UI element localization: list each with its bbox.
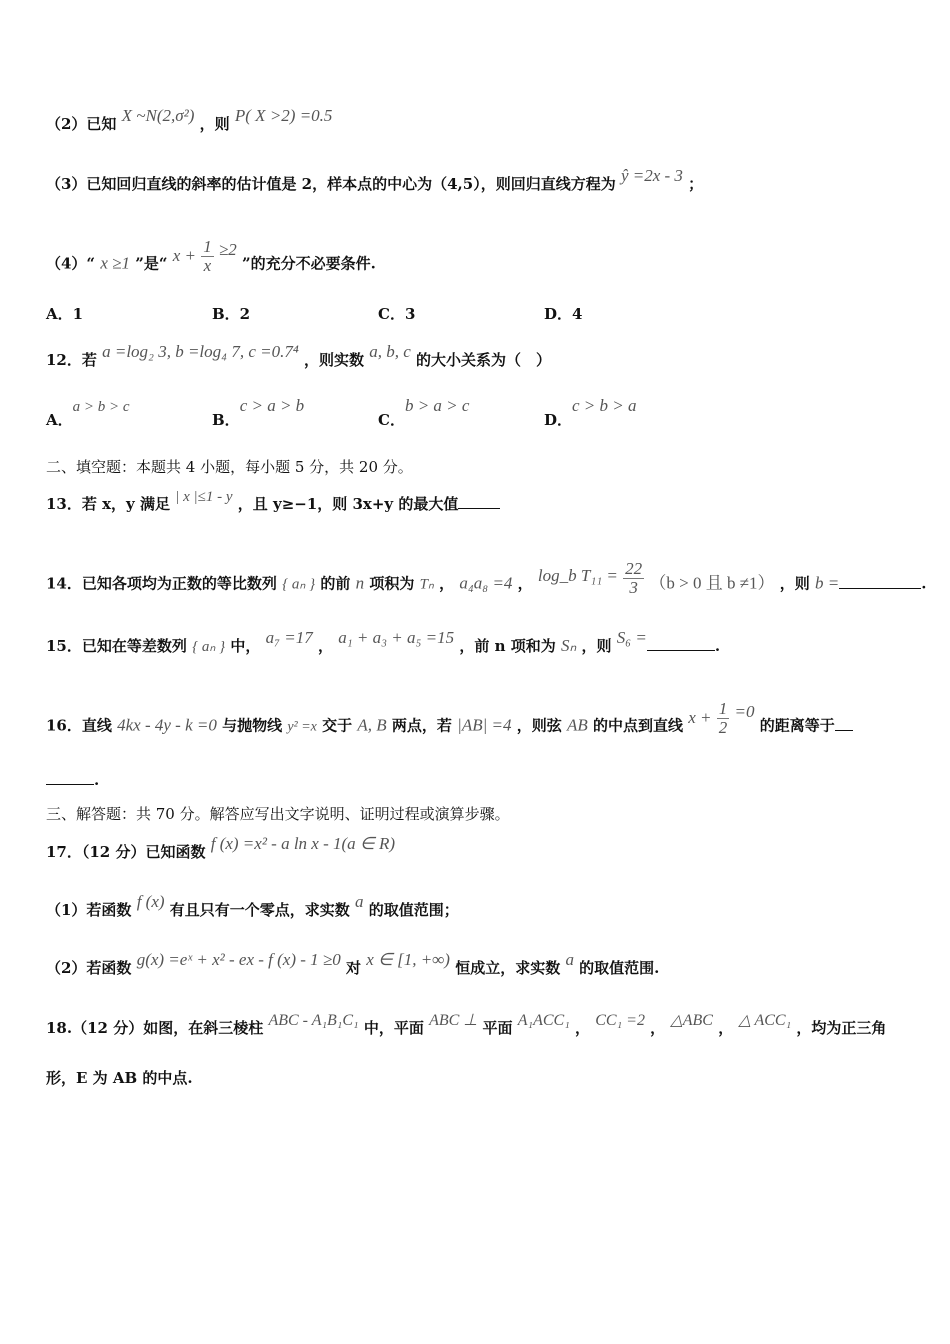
q18-a: 中，平面 [363,1019,424,1037]
section-2-heading: 二、填空题：本题共 4 小题，每小题 5 分，共 20 分。 [46,458,413,476]
q12-option-d [544,396,637,430]
q18-pre: 18.（12 分）如图，在斜三棱柱 [46,1019,264,1037]
q15-a: 中， [230,637,261,655]
q12-post: 的大小关系为（ ） [416,351,552,369]
q12-option-a-letter: A． [46,411,73,429]
q17-p1-math: f (x) [136,892,165,911]
q11-s4-math-1: x ≥1 [100,253,130,273]
q14-math-6: b = [815,573,840,593]
q16-fraction-num: 1 [718,699,728,718]
q14-fraction [623,560,644,597]
q14-math-5: log_b T₁₁ = [537,565,618,585]
q11-s4-math-2-post: ≥2 [218,239,237,259]
q12-math-2: a, b, c [369,342,411,361]
q11-option-a: A．1 [46,305,84,323]
q18-math-4: CC₁ =2 [595,1012,645,1029]
section-3-heading: 三、解答题：共 70 分。解答应写出文字说明、证明过程或演算步骤。 [46,805,510,823]
q17-p1-math-2: a [355,892,364,911]
q12-option-d-letter: D． [544,411,573,429]
q16-f: 的距离等于 [759,716,835,735]
q14-math-4: a₄a₈ =4 [459,573,513,593]
q14-e: （b > 0 且 b ≠1） [649,573,775,593]
q14-f: ，则 [779,574,810,593]
q15-c: ，前 n 项和为 [459,637,556,655]
q14-a: 的前 [320,574,351,593]
q14-pre: 14．已知各项均为正数的等比数列 [46,574,277,593]
q14-answer-blank[interactable] [839,576,921,589]
q16-math-2: y² =x [287,719,317,735]
q11-s2-math-1: X ~N(2,σ²) [121,106,195,125]
q18-math-3: A₁ACC₁ [517,1012,570,1029]
q17-math: f (x) =x² - a ln x - 1(a ∈ R) [210,834,396,853]
q16-fraction [717,700,730,737]
q18-question-line-2: 形，E 为 AB 的中点. [46,1069,193,1087]
q15-question [46,628,721,657]
q16-math-1: 4kx - 4y - k =0 [117,715,217,735]
q18-b: 平面 [482,1019,513,1037]
q18-e: ， [718,1019,734,1037]
q12-question [46,342,552,370]
q11-option-c: C．3 [378,305,416,323]
q11-s4-fraction [201,238,214,275]
q17-p2-mid: 对 [345,959,361,977]
q11-s3-text: （3）已知回归直线的斜率的估计值是 2，样本点的中心为（4,5），则回归直线方程为 [46,175,616,193]
q11-s4-fraction-den: x [203,256,212,275]
q14-math-3: Tₙ [419,576,434,593]
q13-math: | x |≤1 - y [175,489,233,505]
q16-b: 交于 [322,716,353,735]
q17-p2-math-2: x ∈ [1, +∞) [366,950,450,969]
q14-fraction-num: 22 [625,559,643,578]
q15-math-4: Sₙ [560,636,577,655]
q17-part-1 [46,892,459,920]
q15-math-2: a₇ =17 [265,628,313,647]
q17-question [46,834,396,862]
q12-option-c-letter: C． [378,411,405,429]
q17-p2-post: 恒成立，求实数 [455,959,561,977]
q14-c: ， [439,574,455,593]
q17-p2-post-2: 的取值范围. [579,959,660,977]
q17-p1-post: 的取值范围； [368,901,459,919]
q15-pre: 15．已知在等差数列 [46,637,187,655]
q17-p2-math: g(x) =eˣ + x² - ex - f (x) - 1 ≥0 [136,950,341,969]
q17-p1-pre: （1）若函数 [46,901,132,919]
q18-math-5: △ABC [670,1012,713,1029]
q11-s2-label: （2）已知 [46,115,117,133]
q13-answer-blank[interactable] [458,496,500,509]
q16-math-6-pre: x + [688,707,712,727]
q11-s3-end: ； [688,175,704,193]
q17-p1-mid: 有且只有一个零点，求实数 [169,901,350,919]
q16-answer-blank-2[interactable] [46,772,94,785]
q15-math-1: { aₙ } [192,639,226,655]
q18-question [46,1012,887,1039]
q12-option-a-math: a > b > c [72,399,130,415]
q16-a: 与抛物线 [222,716,283,735]
q16-math-3: A, B [357,715,387,735]
q14-math-1: { aₙ } [282,576,316,593]
q16-math-5: AB [566,715,588,735]
q15-answer-blank[interactable] [647,638,715,651]
q13-question [46,489,500,515]
q12-option-c [378,396,470,430]
q11-statement-4 [46,237,376,283]
q13-post: ，且 y≥−1，则 3x+y 的最大值 [237,495,459,513]
q12-option-c-math: b > a > c [404,396,470,415]
q14-fraction-den: 3 [629,578,638,597]
q17-pre: 17．（12 分）已知函数 [46,843,206,861]
q12-pre: 12．若 [46,351,97,369]
q15-math-3: a₁ + a₃ + a₅ =15 [338,628,455,647]
q18-math-6: △ ACC₁ [738,1012,792,1029]
q16-end: . [94,771,100,789]
q16-fraction-den: 2 [718,718,728,737]
q14-question [46,559,927,603]
q11-option-d: D．4 [544,305,583,323]
q11-statement-2 [46,106,333,134]
q16-math-6-post: =0 [734,701,755,721]
q16-d: ，则弦 [516,716,562,735]
q17-p2-math-3: a [565,950,574,969]
q11-s4-a: （4）“ [46,254,96,273]
q16-pre: 16．直线 [46,716,112,735]
q11-s2-mid: ，则 [199,115,230,133]
q14-math-2: n [355,573,365,593]
q18-c: ， [574,1019,590,1037]
q14-b: 项积为 [369,574,415,593]
q13-pre: 13．若 x，y 满足 [46,495,170,513]
q11-option-b: B．2 [212,305,251,323]
q18-f: ，均为正三角 [796,1019,887,1037]
q16-math-4: |AB| =4 [457,715,512,735]
q15-math-5: S₆ = [616,628,647,647]
q11-s4-fraction-num: 1 [203,237,212,256]
q12-option-a [46,399,130,431]
q12-option-b-letter: B． [212,411,240,429]
q16-question [46,699,906,745]
q17-part-2 [46,950,660,978]
q15-b: ， [317,637,333,655]
q12-option-b [212,396,305,430]
q18-math-2: ABC ⊥ [429,1012,478,1029]
q12-option-d-math: c > b > a [572,396,637,415]
q14-end: . [921,574,927,593]
q12-option-b-math: c > a > b [239,396,305,415]
q11-s3-math: ŷ =2x - 3 [620,166,683,185]
q14-d: ， [517,574,533,593]
q11-s2-math-2: P( X >2) =0.5 [234,106,333,125]
q16-c: 两点，若 [391,716,452,735]
q16-e: 的中点到直线 [593,716,684,735]
q15-d: ，则 [581,637,612,655]
q11-s4-b: ”是“ [135,254,168,273]
q11-s4-c: ”的充分不必要条件. [242,254,376,273]
q16-question-line-2 [46,770,99,790]
q15-end: . [714,637,721,655]
q18-d: ， [650,1019,666,1037]
q11-statement-3 [46,166,704,194]
q18-math-1: ABC - A₁B₁C₁ [268,1012,359,1029]
q16-answer-blank-1[interactable] [835,718,853,731]
q11-s4-math-2-pre: x + [172,245,196,265]
q12-math: a =log₂ 3, b =log₄ 7, c =0.7⁴ [102,342,299,361]
q17-p2-pre: （2）若函数 [46,959,132,977]
q12-mid: ，则实数 [303,351,364,369]
